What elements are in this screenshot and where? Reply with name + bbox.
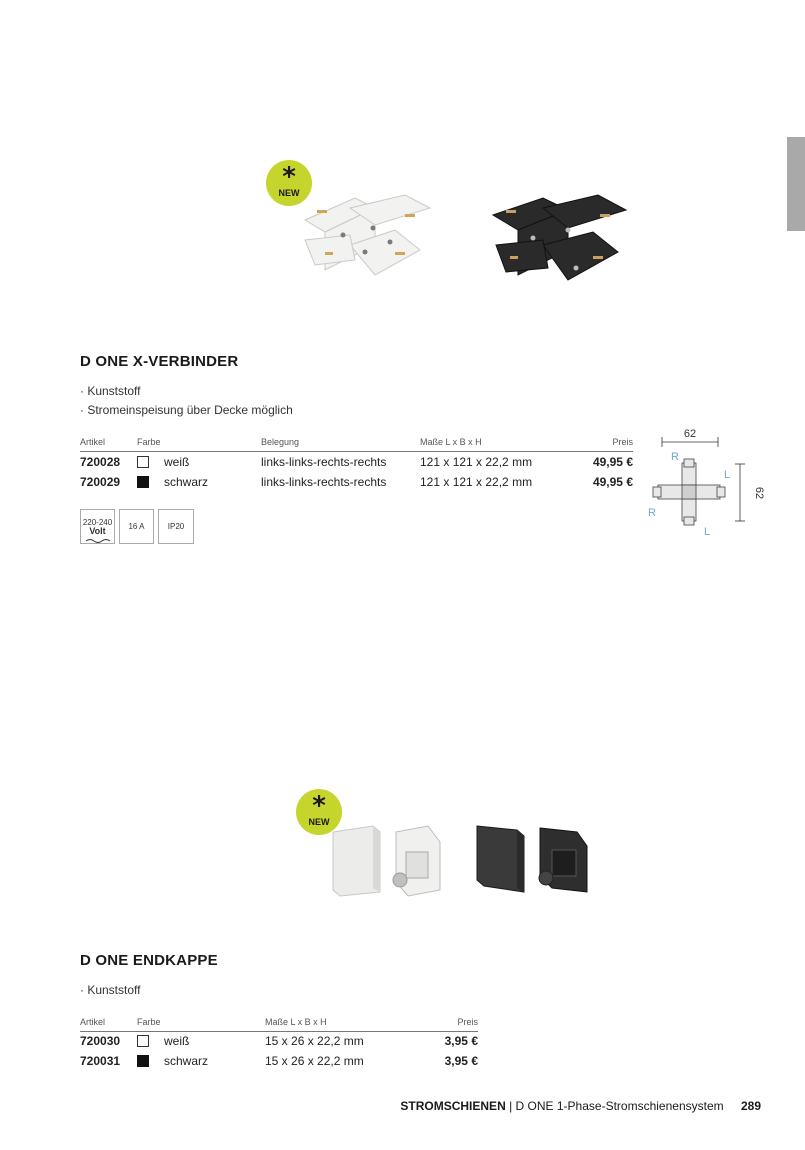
color-swatch-white [137,1035,149,1047]
page-number: 289 [740,1099,761,1113]
row-masse: 121 x 121 x 22,2 mm [420,455,533,469]
col-header-farbe: Farbe [137,1017,161,1027]
row-artikel: 720031 [80,1054,121,1068]
col-header-preis: Preis [612,437,633,447]
row-farbe: schwarz [164,1054,209,1068]
diagram-label-l: L [704,526,711,538]
row-artikel: 720028 [80,455,121,469]
dimension-width-label: 62 [683,428,697,440]
dimension-height-label: 62 [753,486,765,500]
row-preis: 49,95 € [592,475,633,489]
col-header-artikel: Artikel [80,1017,106,1027]
row-masse: 15 x 26 x 22,2 mm [265,1034,364,1048]
product-title: D ONE ENDKAPPE [80,952,218,969]
row-preis: 3,95 € [444,1054,478,1068]
spec-voltage: 220-240 Volt [80,509,115,544]
col-header-artikel: Artikel [80,437,106,447]
color-swatch-black [137,1055,149,1067]
row-belegung: links-links-rechts-rechts [261,455,387,469]
new-badge: * NEW [296,789,342,835]
table-rule [80,451,633,452]
footer-subtitle: D ONE 1-Phase-Stromschienensystem [515,1099,724,1113]
wave-icon [85,538,111,543]
star-icon: * [312,791,326,821]
row-masse: 15 x 26 x 22,2 mm [265,1054,364,1068]
row-farbe: schwarz [164,475,209,489]
product-image-black-end-cap [472,822,594,900]
bullet-item: · Kunststoff [80,384,141,398]
technical-drawing [640,425,765,543]
col-header-masse: Maße L x B x H [265,1017,327,1027]
row-belegung: links-links-rechts-rechts [261,475,387,489]
star-icon: * [282,162,296,192]
product-image-white-x-connector [295,190,445,290]
col-header-preis: Preis [457,1017,478,1027]
footer-section: STROMSCHIENEN [400,1099,506,1113]
diagram-label-r: R [671,451,679,463]
new-badge: * NEW [266,160,312,206]
row-masse: 121 x 121 x 22,2 mm [420,475,533,489]
bullet-item: · Stromeinspeisung über Decke möglich [80,403,293,417]
col-header-masse: Maße L x B x H [420,437,482,447]
product-image-white-end-cap [328,822,450,900]
table-rule [80,1031,478,1032]
row-preis: 49,95 € [592,455,633,469]
row-farbe: weiß [164,1034,190,1048]
diagram-label-r: R [648,507,656,519]
row-artikel: 720030 [80,1034,121,1048]
spec-ip-rating: IP20 [158,509,194,544]
page-footer [400,1099,761,1113]
row-preis: 3,95 € [444,1034,478,1048]
side-tab [787,137,805,231]
diagram-label-l: L [724,469,731,481]
col-header-farbe: Farbe [137,437,161,447]
spec-ampere: 16 A [119,509,154,544]
color-swatch-black [137,476,149,488]
col-header-belegung: Belegung [261,437,300,447]
row-farbe: weiß [164,455,190,469]
product-title: D ONE X-VERBINDER [80,353,239,370]
footer-separator: | [509,1099,513,1113]
row-artikel: 720029 [80,475,121,489]
bullet-item: · Kunststoff [80,983,141,997]
product-image-black-x-connector [488,190,638,290]
color-swatch-white [137,456,149,468]
